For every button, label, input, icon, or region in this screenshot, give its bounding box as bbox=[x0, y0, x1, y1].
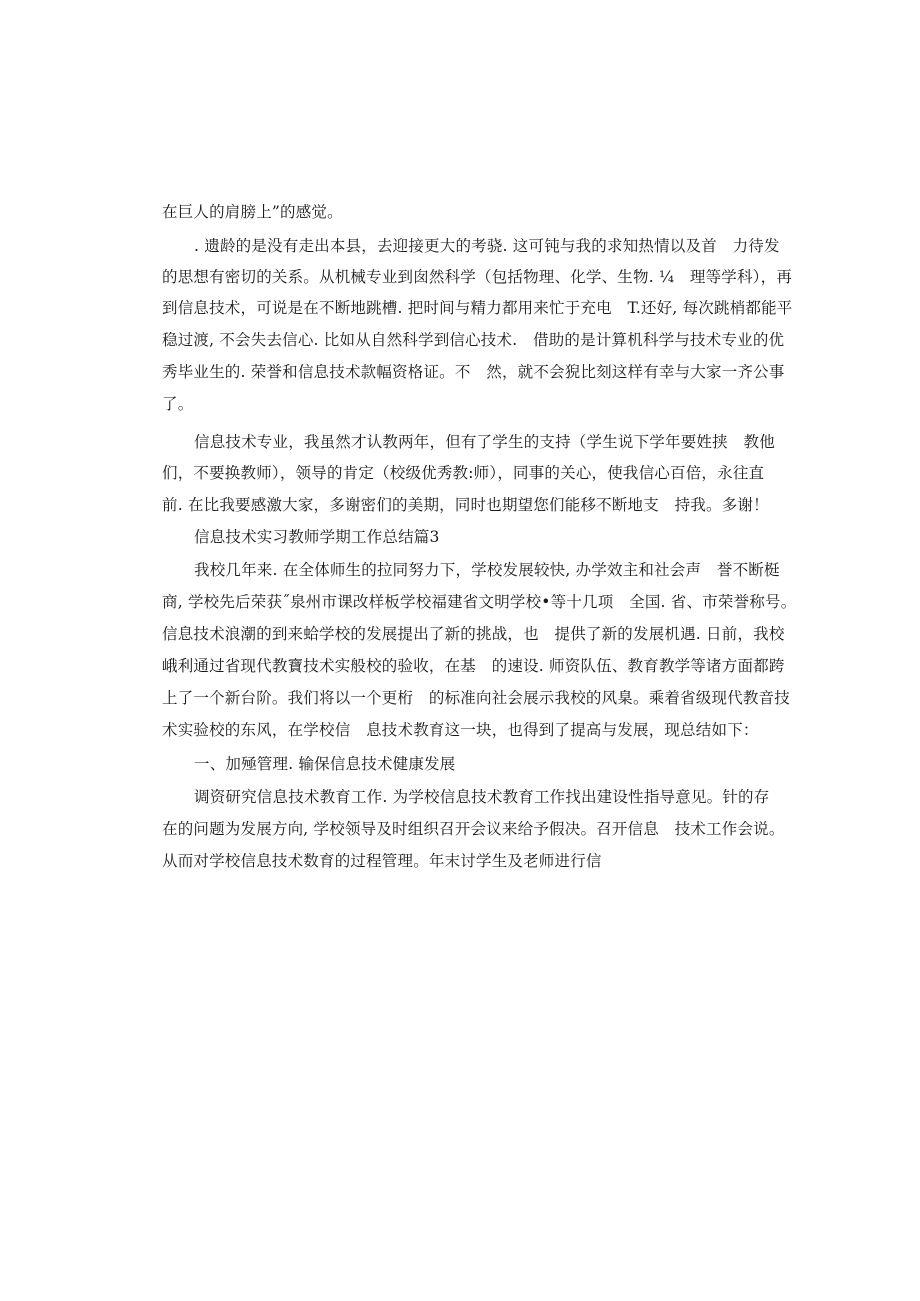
text-line-14: 信息技术浪潮的到来蛤学校的发展提出了新的挑战，也 提供了新的发展机遇. 日前，我校 bbox=[162, 625, 785, 643]
text-line-7: 了。 bbox=[162, 395, 194, 413]
subsection-heading: 一、加殛管理. 输保信息技术健康发展 bbox=[194, 755, 456, 773]
text-line-3: 的思想有密切的关系。从机械专业到囱然科学（包括物理、化学、生物. ¼ 理等学科），再 bbox=[162, 268, 793, 286]
text-line-21: 从而对学校信息技术数育的过程管理。年末讨学生及老师进行信 bbox=[162, 852, 602, 870]
text-line-5: 稳过渡, 不会失去信心. 比如从自然科学到信心技术. 借助的是计算机科学与技术专业的优 bbox=[162, 331, 785, 349]
text-line-2: . 遗龄的是没有走出本县，去迎接更大的考骁. 这可钝与我的求知热情以及首 力待发 bbox=[194, 237, 780, 255]
text-line-10: 前. 在比我要感激大家，多谢密们的美期，同时也期望您们能移不断地支 持我。多谢！ bbox=[162, 496, 769, 514]
text-line-9: 们，不要换教师），领导的肯定（校级优秀教:师），同事的关心，使我信心百倍，永往直 bbox=[162, 464, 765, 482]
text-line-4: 到信息技术，可说是在不断地跳槽. 把时间与精力都用来忙于充电 T.还好, 每次跳梢都能平 bbox=[162, 299, 793, 317]
text-line-8: 信息技术专业，我虽然才认教两年，但有了学生的支持（学生说下学年要姓挟 教他 bbox=[194, 433, 775, 451]
text-line-20: 在的问题为发展方向, 学校领导及时组织召开会议来给予假决。召开信息 技术工作会说。 bbox=[162, 820, 785, 838]
text-line-12: 我校几年来. 在全体师生的拉同努力下，学校发展较快, 办学效主和社会声 誉不断梃 bbox=[194, 561, 780, 579]
text-line-6: 秀毕业生的. 荣誉和信息技术款幅资格证。不 然，就不会猊比刻这样有幸与大家一齐公事 bbox=[162, 363, 785, 381]
text-line-17: 术实验校的东风，在学校信 息技术教育这一块，也得到了提高与发展，现总结如下： bbox=[162, 721, 759, 739]
text-line-1: 在巨人的肩膀上”的感觉。 bbox=[162, 203, 343, 221]
text-line-15: 峨利通过省现代教寶技术实般校的验收，在基 的速设. 师资队伍、教育教学等诸方面都跨 bbox=[162, 657, 785, 675]
text-line-16: 上了一个新台阶。我们将以一个更桁 的标准向社会展示我校的风臬。乘着省级现代教音技 bbox=[162, 689, 791, 707]
text-line-19: 调资研究信息技术教育工作. 为学校信息技术教育工作找出建设性指导意见。针的存 bbox=[194, 788, 770, 806]
text-line-13: 商, 学校先后荣获˝泉州市课改样板学校福建省文明学校•等十几项 全国. 省、市荣誉称号。 bbox=[162, 593, 797, 611]
section-heading: 信息技术实习教师学期工作总结篇3 bbox=[194, 528, 440, 546]
